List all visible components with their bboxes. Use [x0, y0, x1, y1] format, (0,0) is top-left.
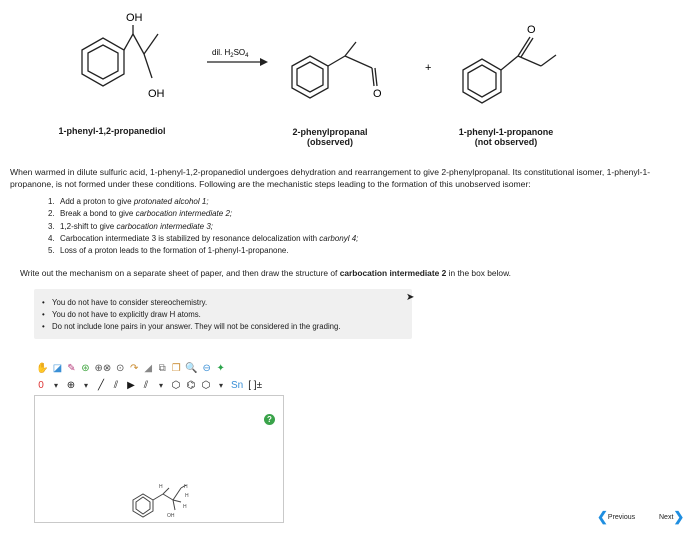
- observed-note: (observed): [306, 137, 353, 147]
- plus-sign: +: [425, 62, 432, 74]
- hand-tool-icon[interactable]: ✋: [36, 362, 49, 374]
- zoom-out-icon[interactable]: ⊖: [202, 362, 211, 374]
- charge-selector[interactable]: 0: [38, 379, 44, 391]
- canvas-h-3: H: [185, 493, 189, 499]
- benzene-icon[interactable]: ⌬: [186, 379, 196, 391]
- step-item: 4. Carbocation intermediate 3 is stabilized by resonance delocalization with carbonyl 4;: [48, 233, 359, 243]
- unobserved-chain: [501, 37, 556, 70]
- template-ring-icon[interactable]: ⊕⊗: [94, 362, 112, 374]
- next-button[interactable]: Next ❯: [659, 509, 685, 524]
- observed-name: 2-phenylpropanal: [292, 127, 368, 137]
- hint-item: • You do not have to explicitly draw H atoms.: [52, 309, 412, 321]
- chevron-down-icon[interactable]: ▾: [218, 380, 223, 390]
- chevron-down-icon[interactable]: ▾: [158, 380, 163, 390]
- lasso-icon[interactable]: ⊛: [81, 362, 90, 374]
- canvas-oh: OH: [167, 513, 175, 519]
- cyclopropane-icon[interactable]: ⬡: [171, 379, 181, 391]
- wedge-bond-icon[interactable]: ⫽: [113, 379, 119, 391]
- canvas-h-2: H: [184, 484, 188, 490]
- copy-icon[interactable]: ⧉: [158, 362, 166, 374]
- hint-item: • Do not include lone pairs in your answer. They will not be considered in the grading.: [52, 321, 412, 333]
- observed-benzene-ring: [292, 56, 328, 98]
- canvas-h-1: H: [159, 484, 163, 490]
- canvas-h-4: H: [183, 504, 187, 510]
- mechanism-steps: [48, 196, 648, 257]
- arrow-icon[interactable]: ↷: [130, 362, 139, 374]
- chevron-right-icon: ❯: [673, 509, 685, 524]
- bracket-tool[interactable]: [ ]±: [248, 379, 263, 391]
- reagent-label: dil. $H_2SO_4$: [212, 48, 249, 59]
- drawing-canvas[interactable]: [34, 395, 284, 523]
- unobserved-benzene-ring: [463, 59, 501, 103]
- help-button[interactable]: ?: [264, 414, 275, 425]
- previous-button[interactable]: ❮ Previous: [597, 509, 636, 524]
- reactant-name: 1-phenyl-1,2-propanediol: [58, 126, 166, 136]
- intro-paragraph: When warmed in dilute sulfuric acid, 1-phenyl-1,2-propanediol undergoes dehydration and rearrangement to give 2-phenylpropanal. Its constitutional isomer, 1-phenyl-1-propanone, is not formed under these conditions. Following are the mechanistic steps leading to the formation of this unobserved isomer:: [10, 167, 651, 189]
- pencil-icon[interactable]: ✎: [67, 362, 76, 374]
- cyclohexane-icon[interactable]: ⬡: [201, 379, 211, 391]
- reactant-oh-top: OH: [126, 12, 143, 24]
- clean-icon[interactable]: ✦: [216, 362, 225, 374]
- reactant-oh-bottom: OH: [148, 88, 165, 100]
- hint-box: [34, 289, 415, 339]
- reaction-arrow: [207, 58, 268, 66]
- reactant-chain: [124, 25, 158, 78]
- canvas-structure: [35, 396, 285, 524]
- erase-icon[interactable]: ◪: [52, 362, 63, 374]
- double-bond-icon[interactable]: ⫽: [143, 379, 149, 391]
- chevron-left-icon: ❮: [597, 509, 608, 524]
- reactant-benzene-ring: [82, 38, 124, 86]
- step-item: 3. 1,2-shift to give carbocation intermediate 3;: [48, 221, 213, 231]
- zoom-in-icon[interactable]: 🔍: [185, 362, 198, 374]
- drawing-toolbar-bottom: [36, 378, 306, 392]
- positive-charge-icon[interactable]: ⊕: [66, 379, 76, 391]
- paste-icon[interactable]: ❐: [171, 362, 181, 374]
- observed-carbonyl-o: O: [373, 88, 382, 100]
- observed-chain: [328, 42, 377, 86]
- drawing-toolbar-top: [36, 361, 296, 375]
- chevron-down-icon[interactable]: ▾: [83, 380, 88, 390]
- chevron-down-icon[interactable]: ▾: [53, 380, 58, 390]
- hint-item: • You do not have to consider stereochemistry.: [52, 297, 412, 309]
- unobserved-carbonyl-o: O: [527, 24, 536, 36]
- selection-icon[interactable]: ◢: [144, 362, 153, 374]
- step-item: 2. Break a bond to give carbocation intermediate 2;: [48, 209, 233, 219]
- bold-bond-icon[interactable]: ▶: [127, 379, 135, 391]
- write-instruction: Write out the mechanism on a separate sheet of paper, and then draw the structure of carbocation intermediate 2 in the box below.: [20, 268, 511, 278]
- sn-tool[interactable]: Sn: [231, 379, 244, 391]
- step-item: 1. Add a proton to give protonated alcohol 1;: [48, 197, 209, 206]
- single-bond-icon[interactable]: ╱: [97, 379, 105, 391]
- chain-icon[interactable]: ⊙: [116, 362, 125, 374]
- mouse-cursor-icon: ➤: [406, 292, 415, 303]
- unobserved-note: (not observed): [474, 137, 538, 147]
- step-item: 5. Loss of a proton leads to the formation of 1-phenyl-1-propanone.: [48, 246, 289, 256]
- unobserved-name: 1-phenyl-1-propanone: [458, 127, 554, 137]
